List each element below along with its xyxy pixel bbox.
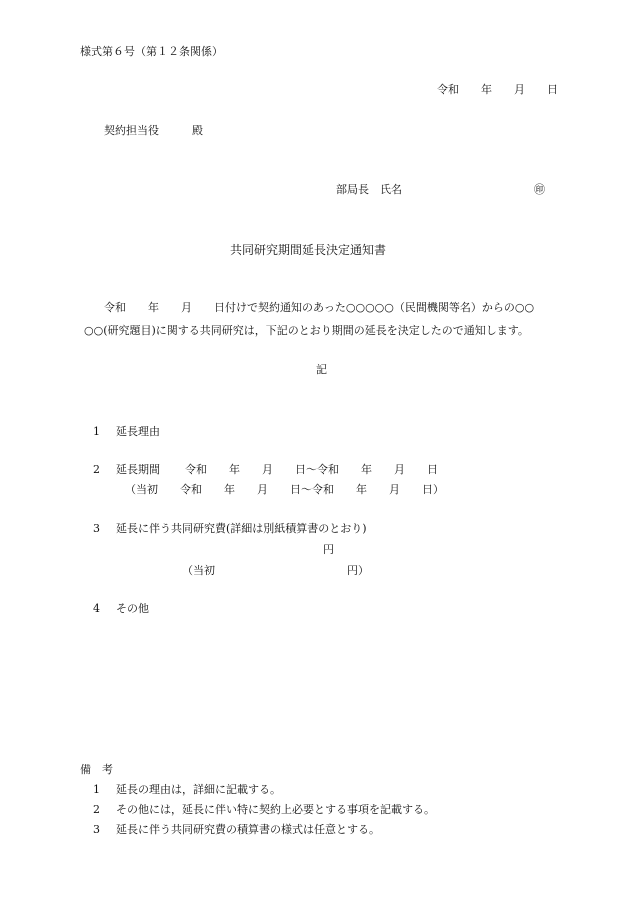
item-3-label: 延長に伴う共同研究費(詳細は別紙積算書のとおり) [116, 522, 367, 535]
item-1-number: 1 [93, 425, 100, 438]
note-3-text: 延長に伴う共同研究費の積算書の様式は任意とする。 [116, 823, 380, 836]
ki-heading: 記 [316, 363, 327, 376]
original-period: （当初 令和 年 月 日～令和 年 月 日） [125, 483, 444, 496]
item-4-label: その他 [116, 602, 149, 615]
item-3-number: 3 [93, 522, 100, 535]
item-1-label: 延長理由 [116, 425, 160, 438]
notes-heading: 備 考 [80, 763, 113, 776]
addressee: 契約担当役 殿 [104, 124, 203, 137]
date-line: 令和 年 月 日 [437, 83, 558, 96]
note-3-number: 3 [93, 823, 100, 836]
original-research-cost: （当初 円） [182, 564, 369, 577]
extension-period: 令和 年 月 日～令和 年 月 日 [185, 463, 438, 476]
note-1-text: 延長の理由は，詳細に記載する。 [116, 783, 281, 796]
sender-name-line: 部局長 氏名 [336, 183, 402, 196]
note-2-text: その他には，延長に伴い特に契約上必要とする事項を記載する。 [116, 803, 435, 816]
note-2-number: 2 [93, 803, 100, 816]
form-number: 様式第６号（第１２条関係） [80, 45, 223, 58]
item-2-label: 延長期間 [116, 463, 160, 476]
item-4-number: 4 [93, 602, 100, 615]
item-2-number: 2 [93, 463, 100, 476]
body-line-1: 令和 年 月 日付けで契約通知のあった○○○○○（民間機関等名）からの○○ [104, 301, 535, 314]
research-cost-yen: 円 [323, 543, 334, 556]
body-line-2: ○○(研究題目)に関する共同研究は，下記のとおり期間の延長を決定したので通知します。 [84, 324, 529, 337]
note-1-number: 1 [93, 783, 100, 796]
document-title: 共同研究期間延長決定通知書 [230, 243, 387, 257]
seal-mark: ㊞ [534, 183, 545, 196]
